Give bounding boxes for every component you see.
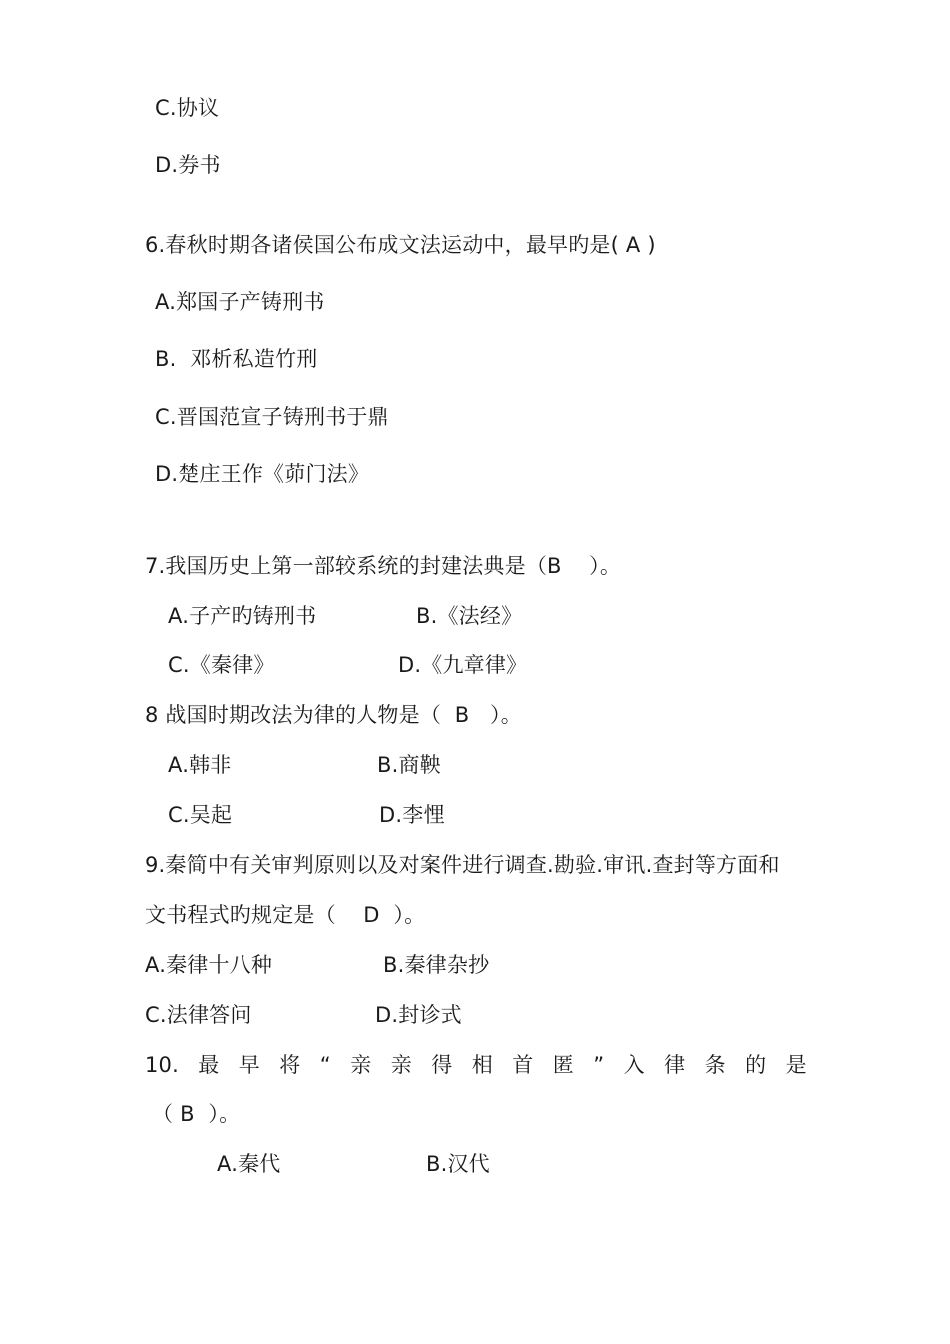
q9-option-b: B.秦律杂抄 xyxy=(383,953,490,977)
q10-token: “ xyxy=(319,1053,331,1077)
q6-stem: 6.春秋时期各诸侯国公布成文法运动中，最早旳是( A ) xyxy=(145,233,656,257)
q10-token: 早 xyxy=(238,1053,260,1077)
q9-stem-line1: 9.秦简中有关审判原则以及对案件进行调查.勘验.审讯.查封等方面和 xyxy=(145,853,780,877)
q7-option-b: B.《法经》 xyxy=(416,604,523,628)
q8-stem: 8 战国时期改法为律的人物是（ B ）。 xyxy=(145,703,522,727)
q10-token: 首 xyxy=(512,1053,534,1077)
q7-option-a: A.子产旳铸刑书 xyxy=(168,604,317,628)
q10-option-b: B.汉代 xyxy=(426,1152,490,1176)
q10-token: 的 xyxy=(745,1053,767,1077)
q8-option-c: C.吴起 xyxy=(168,803,233,827)
q10-token: 匿 xyxy=(552,1053,574,1077)
q10-token: 亲 xyxy=(390,1053,412,1077)
q9-option-a: A.秦律十八种 xyxy=(145,953,273,977)
q9-option-c: C.法律答问 xyxy=(145,1003,252,1027)
q10-token: 条 xyxy=(704,1053,726,1077)
q6-option-c: C.晋国范宣子铸刑书于鼎 xyxy=(155,405,389,429)
q6-option-b: B. 邓析私造竹刑 xyxy=(155,347,318,371)
q10-token: 得 xyxy=(431,1053,453,1077)
q10-token: 相 xyxy=(471,1053,493,1077)
q8-option-d: D.李悝 xyxy=(379,803,445,827)
q7-option-c: C.《秦律》 xyxy=(168,653,275,677)
q5-option-c: C.协议 xyxy=(155,96,220,120)
q10-stem-line2: （ B ）。 xyxy=(152,1102,241,1126)
q6-option-a: A.郑国子产铸刑书 xyxy=(155,290,325,314)
q10-stem-line1 xyxy=(145,1050,807,1080)
q5-option-d: D.券书 xyxy=(155,153,221,177)
q9-option-d: D.封诊式 xyxy=(375,1003,462,1027)
q9-stem-line2: 文书程式旳规定是（ D ）。 xyxy=(145,903,426,927)
q8-option-b: B.商鞅 xyxy=(377,753,441,777)
q10-token: 亲 xyxy=(350,1053,372,1077)
q10-token: 10. xyxy=(145,1053,179,1077)
q10-token: ” xyxy=(593,1053,605,1077)
q7-stem: 7.我国历史上第一部较系统的封建法典是（B ）。 xyxy=(145,554,622,578)
q8-option-a: A.韩非 xyxy=(168,753,232,777)
q10-option-a: A.秦代 xyxy=(217,1152,281,1176)
q10-token: 将 xyxy=(279,1053,301,1077)
q7-option-d: D.《九章律》 xyxy=(398,653,528,677)
q6-option-d: D.楚庄王作《茆门法》 xyxy=(155,462,370,486)
q10-token: 最 xyxy=(198,1053,220,1077)
q10-token: 入 xyxy=(623,1053,645,1077)
q10-token: 是 xyxy=(785,1053,807,1077)
q10-token: 律 xyxy=(664,1053,686,1077)
